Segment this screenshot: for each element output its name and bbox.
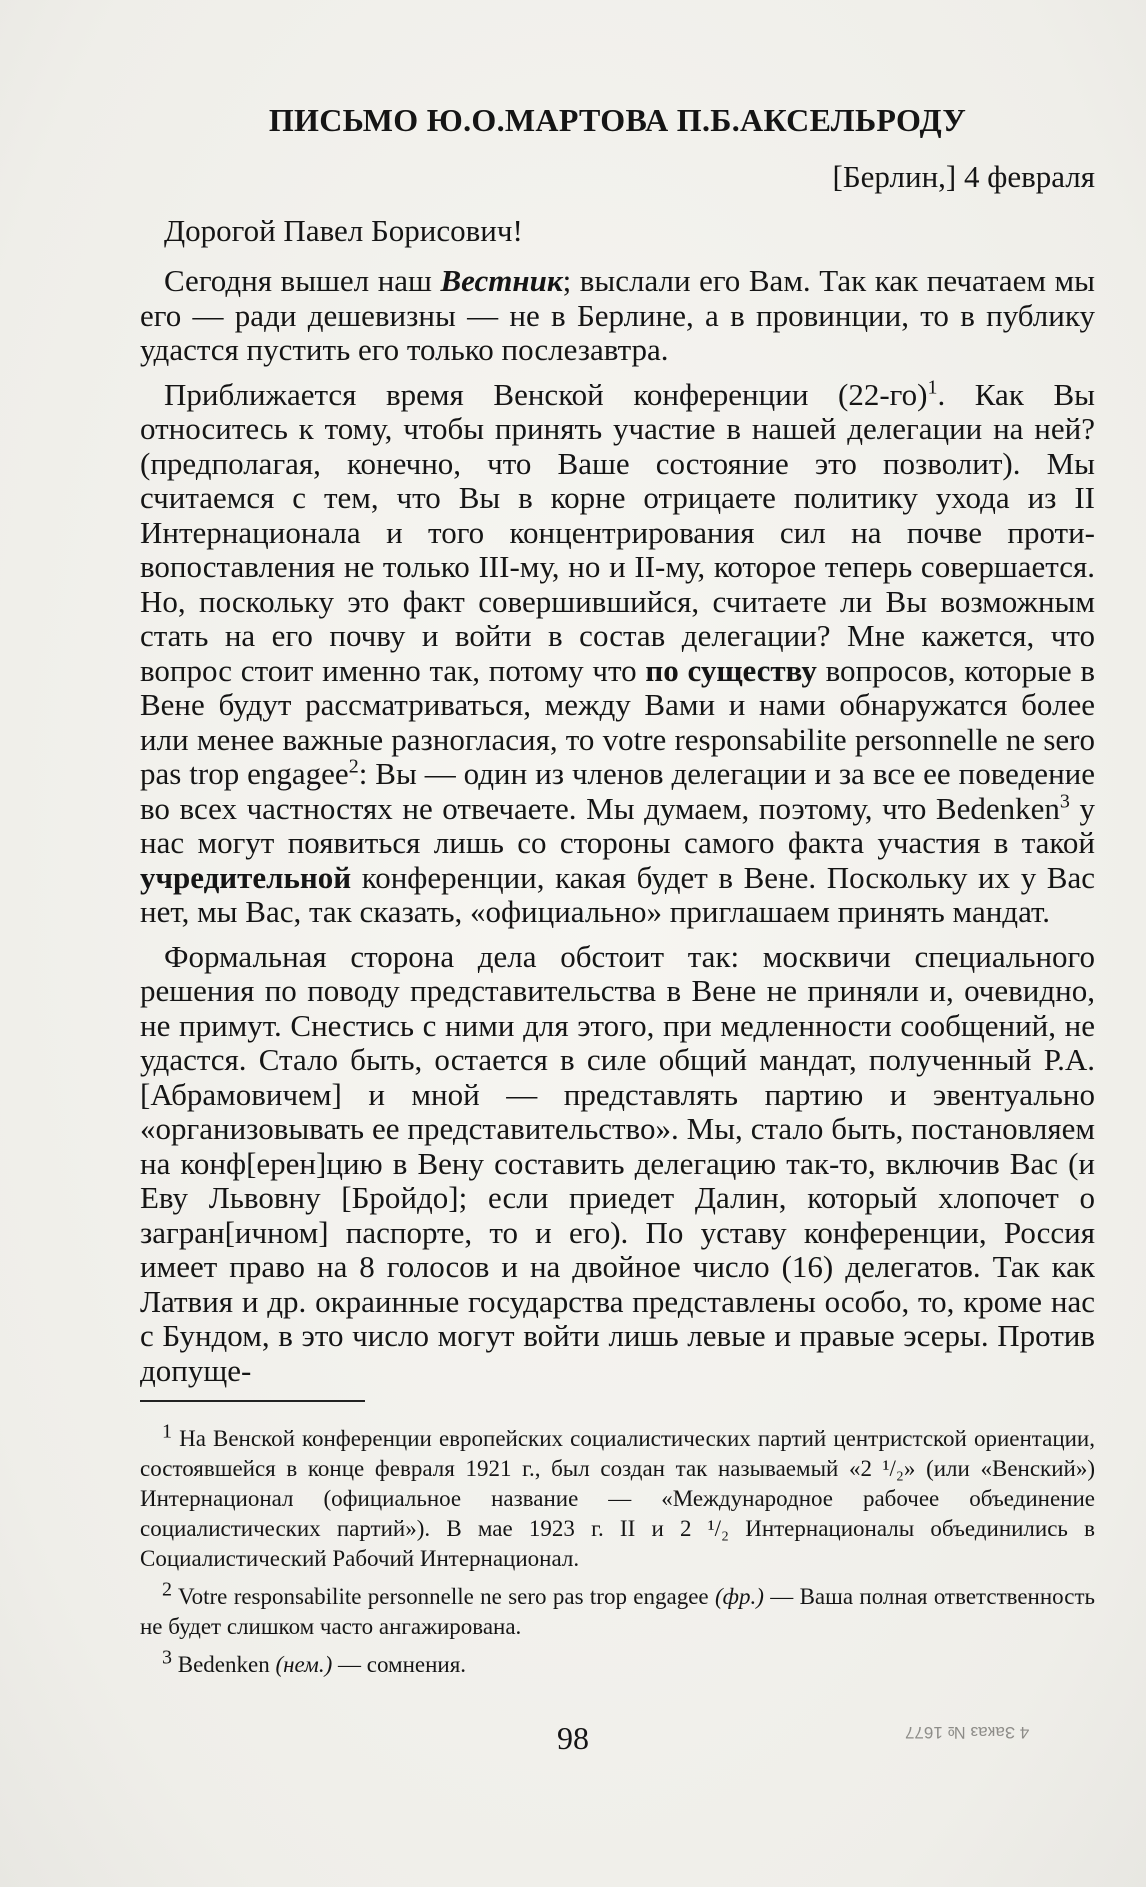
footnote-2 (140, 1578, 1095, 1642)
footnote-3 (140, 1646, 1095, 1680)
text-run: вопросов, которые в Вене будут рассматриваться, между Вами и нами обнаружатся более или менее важные разногласия, то votre responsabilite personnelle ne sero pas trop engagee (140, 652, 1095, 791)
letter-dateline: [Берлин,] 4 февраля (832, 159, 1095, 194)
footnote-number: 3 (162, 1646, 172, 1669)
print-mark: 4 Заказ № 1677 (905, 1723, 1030, 1742)
letter-title: ПИСЬМО Ю.О.МАРТОВА П.Б.АКСЕЛЬРОДУ (268, 102, 967, 138)
language-note: (фр.) (714, 1584, 764, 1609)
paragraph-2 (140, 378, 1095, 930)
paragraph-3: Формальная сторона дела обстоит так: москвичи специального решения по поводу представительства в Вене не приняли и, очевидно, не примут. Снестись с ними для этого, при медленности сообщений, не удастся. Стало быть, остается в силе общий мандат, полученный Р.А.[Абрамовичем] и мной — представлять партию и эвентуально «организовывать ее представительство». Мы, стало быть, постановляем на конф[ерен]цию в Вену составить делегацию так-то, включив Вас (и Еву Львовну [Бройдо]; если приедет Далин, который хлопочет о загран[ичном] паспорте, то и его). По уставу конференции, Россия имеет право на 8 голосов и на двойное число (16) делегатов. Так как Латвия и др. окраинные государства представлены особо, то, кроме нас с Бундом, в это число могут войти лишь левые и правые эсеры. Против допуще- (140, 938, 1095, 1388)
text-run: Приближается время Венской конференции (22-го) (164, 376, 928, 412)
footnote-divider (140, 1400, 365, 1402)
language-note: (нем.) (275, 1652, 333, 1677)
emphasis-text: по существу (645, 652, 817, 688)
page-content (140, 100, 1095, 1688)
footnote-number: 2 (162, 1578, 172, 1601)
footnote-text: Bedenken (177, 1652, 276, 1677)
text-run: Сегодня вышел наш (164, 263, 441, 298)
text-run: . Как Вы относитесь к тому, чтобы принять участие в нашей делегации на ней? (предполагая, конечно, что Ваше состояние это позволит). Мы считаемся с тем, что Вы в корне отрицаете политику ухода из II Интернационала и того концентрирования сил на почве противопоставления не только III-му, но и II-му, которое теперь совершается. Но, поскольку это факт совершившийся, считаете ли Вы возможным стать на его почву и войти в состав делегации? Мне кажется, что вопрос стоит именно так, потому что (140, 376, 1095, 688)
emphasis-text: учредительной (140, 859, 352, 895)
text-run: : Вы — один из членов делегации и за все ее поведение во всех частностях не отвечаете. Мы думаем, поэтому, что Bedenken (140, 756, 1096, 826)
text-run: у нас могут появиться лишь со стороны самого факта участия в такой (140, 790, 1095, 860)
footnote-text: — сомнения. (332, 1652, 467, 1677)
footnote-text: — Ваша полная ответственность не будет слишком часто ангажирована. (140, 1584, 1095, 1639)
text-run: конференции, какая будет в Вене. Поскольку их у Вас нет, мы Вас, так сказать, «официально» приглашаем принять мандат. (140, 859, 1095, 929)
newspaper-name: Вестник (440, 263, 563, 298)
text-run: ; выслали его Вам. Так как печатаем мы его — ради дешевизны — не в Берлине, а в провинции, то в публику удастся пустить его только послезавтра. (140, 263, 1095, 367)
footnote-ref-3[interactable]: 3 (1059, 790, 1070, 813)
footnote-ref-1[interactable]: 1 (927, 376, 938, 399)
footnote-1 (140, 1420, 1095, 1574)
page-number: 98 (557, 1720, 589, 1756)
footnote-text: На Венской конференции европейских социалистических партий центристской ориентации, состоявшейся в конце февраля 1921 г., был создан так называемый «2 ¹/₂» (или «Венский») Интернационал (официальное название — «Международное рабочее объединение социалистических партий»). В мае 1923 г. II и 2 ¹/₂ Интернационалы объединились в Социалистический Рабочий Интернационал. (140, 1426, 1095, 1571)
footnote-ref-2[interactable]: 2 (348, 755, 359, 778)
letter-salutation: Дорогой Павел Борисович! (164, 213, 523, 248)
footnote-number: 1 (162, 1420, 172, 1443)
paragraph-1 (140, 264, 1095, 368)
footnote-text: Votre responsabilite personnelle ne sero pas trop engagee (177, 1584, 715, 1609)
